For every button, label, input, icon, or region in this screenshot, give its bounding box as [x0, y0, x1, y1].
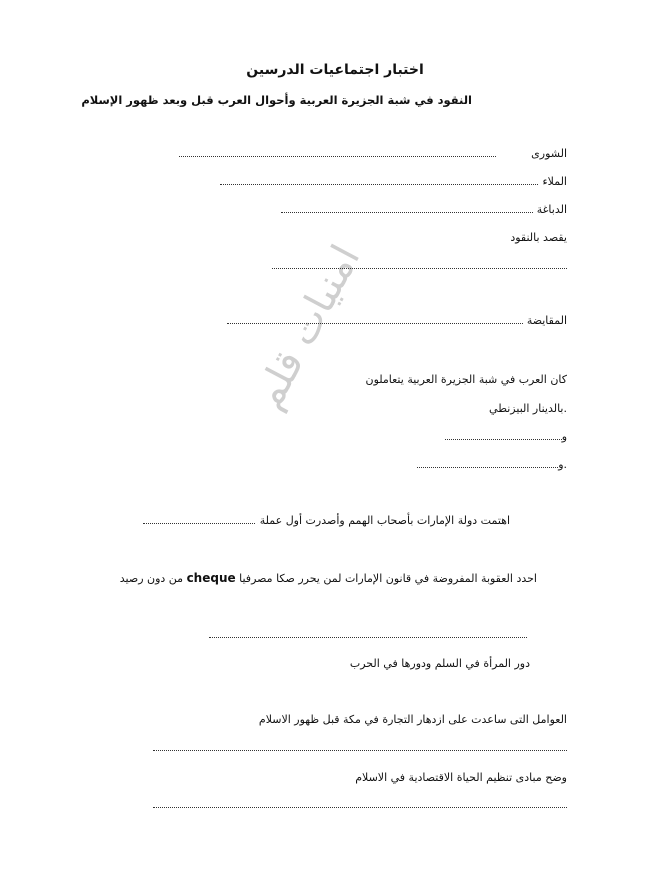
question-label: الملاء: [542, 175, 567, 188]
watermark: امنيات قلم: [245, 237, 370, 417]
answer-line: [272, 258, 567, 269]
answer-blank[interactable]: [153, 797, 567, 808]
page-title: اختبار اجتماعيات الدرسين: [246, 62, 424, 78]
answer-blank[interactable]: [209, 627, 527, 638]
question-label: الشورى: [531, 147, 567, 160]
question-barter: [227, 313, 567, 329]
question-woman-role: دور المرأة في السلم ودورها في الحرب: [349, 657, 530, 670]
answer-line: [209, 627, 527, 638]
answer-blank[interactable]: [272, 258, 567, 269]
answer-line: [153, 740, 567, 751]
cheque-term: cheque: [186, 571, 236, 585]
conjunction: و: [561, 430, 567, 443]
answer-blank[interactable]: [143, 513, 255, 524]
question-label: المقايضة: [526, 314, 567, 327]
answer-blank[interactable]: [220, 174, 538, 185]
answer-blank[interactable]: [417, 457, 558, 468]
question-label: احدد العقوبة المفروضة في قانون الإمارات لمن يحرر صكا مصرفيا: [239, 572, 537, 585]
question-trade-factors: العوامل التى ساعدت على ازدهار التجارة في مكة قبل ظهور الاسلام: [258, 713, 567, 726]
answer-blank[interactable]: [179, 146, 496, 157]
page-subtitle: النقود في شبة الجزيرة العربية وأحوال العرب قبل وبعد ظهور الإسلام: [81, 93, 472, 107]
question-label: اهتمت دولة الإمارات بأصحاب الهمم وأصدرت أول عملة: [259, 514, 510, 527]
answer-blank[interactable]: [153, 740, 567, 751]
question-uae-currency: [143, 513, 510, 529]
question-shura: [179, 146, 567, 162]
answer-blank[interactable]: [227, 313, 523, 324]
question-arabs-dealt: كان العرب في شبة الجزيرة العربية يتعاملون: [365, 373, 567, 386]
answer-line: [153, 797, 567, 808]
question-money-def: يقصد بالنقود: [510, 231, 567, 244]
question-econ-principles: وضح مبادى تنظيم الحياة الاقتصادية في الاسلام: [355, 771, 567, 784]
question-mala: [220, 174, 567, 190]
question-dibagha: [281, 202, 567, 218]
answer-blank[interactable]: [445, 429, 562, 440]
option-byzantine-dinar: .بالدينار البيزنطي: [489, 402, 567, 415]
conjunction: .و: [558, 458, 567, 471]
question-label-end: من دون رصيد: [119, 572, 184, 585]
question-label: الدباغة: [536, 203, 567, 216]
question-cheque-penalty: [120, 570, 537, 587]
option-blank-2: [417, 457, 567, 473]
answer-blank[interactable]: [281, 202, 533, 213]
option-blank-1: [445, 429, 567, 445]
